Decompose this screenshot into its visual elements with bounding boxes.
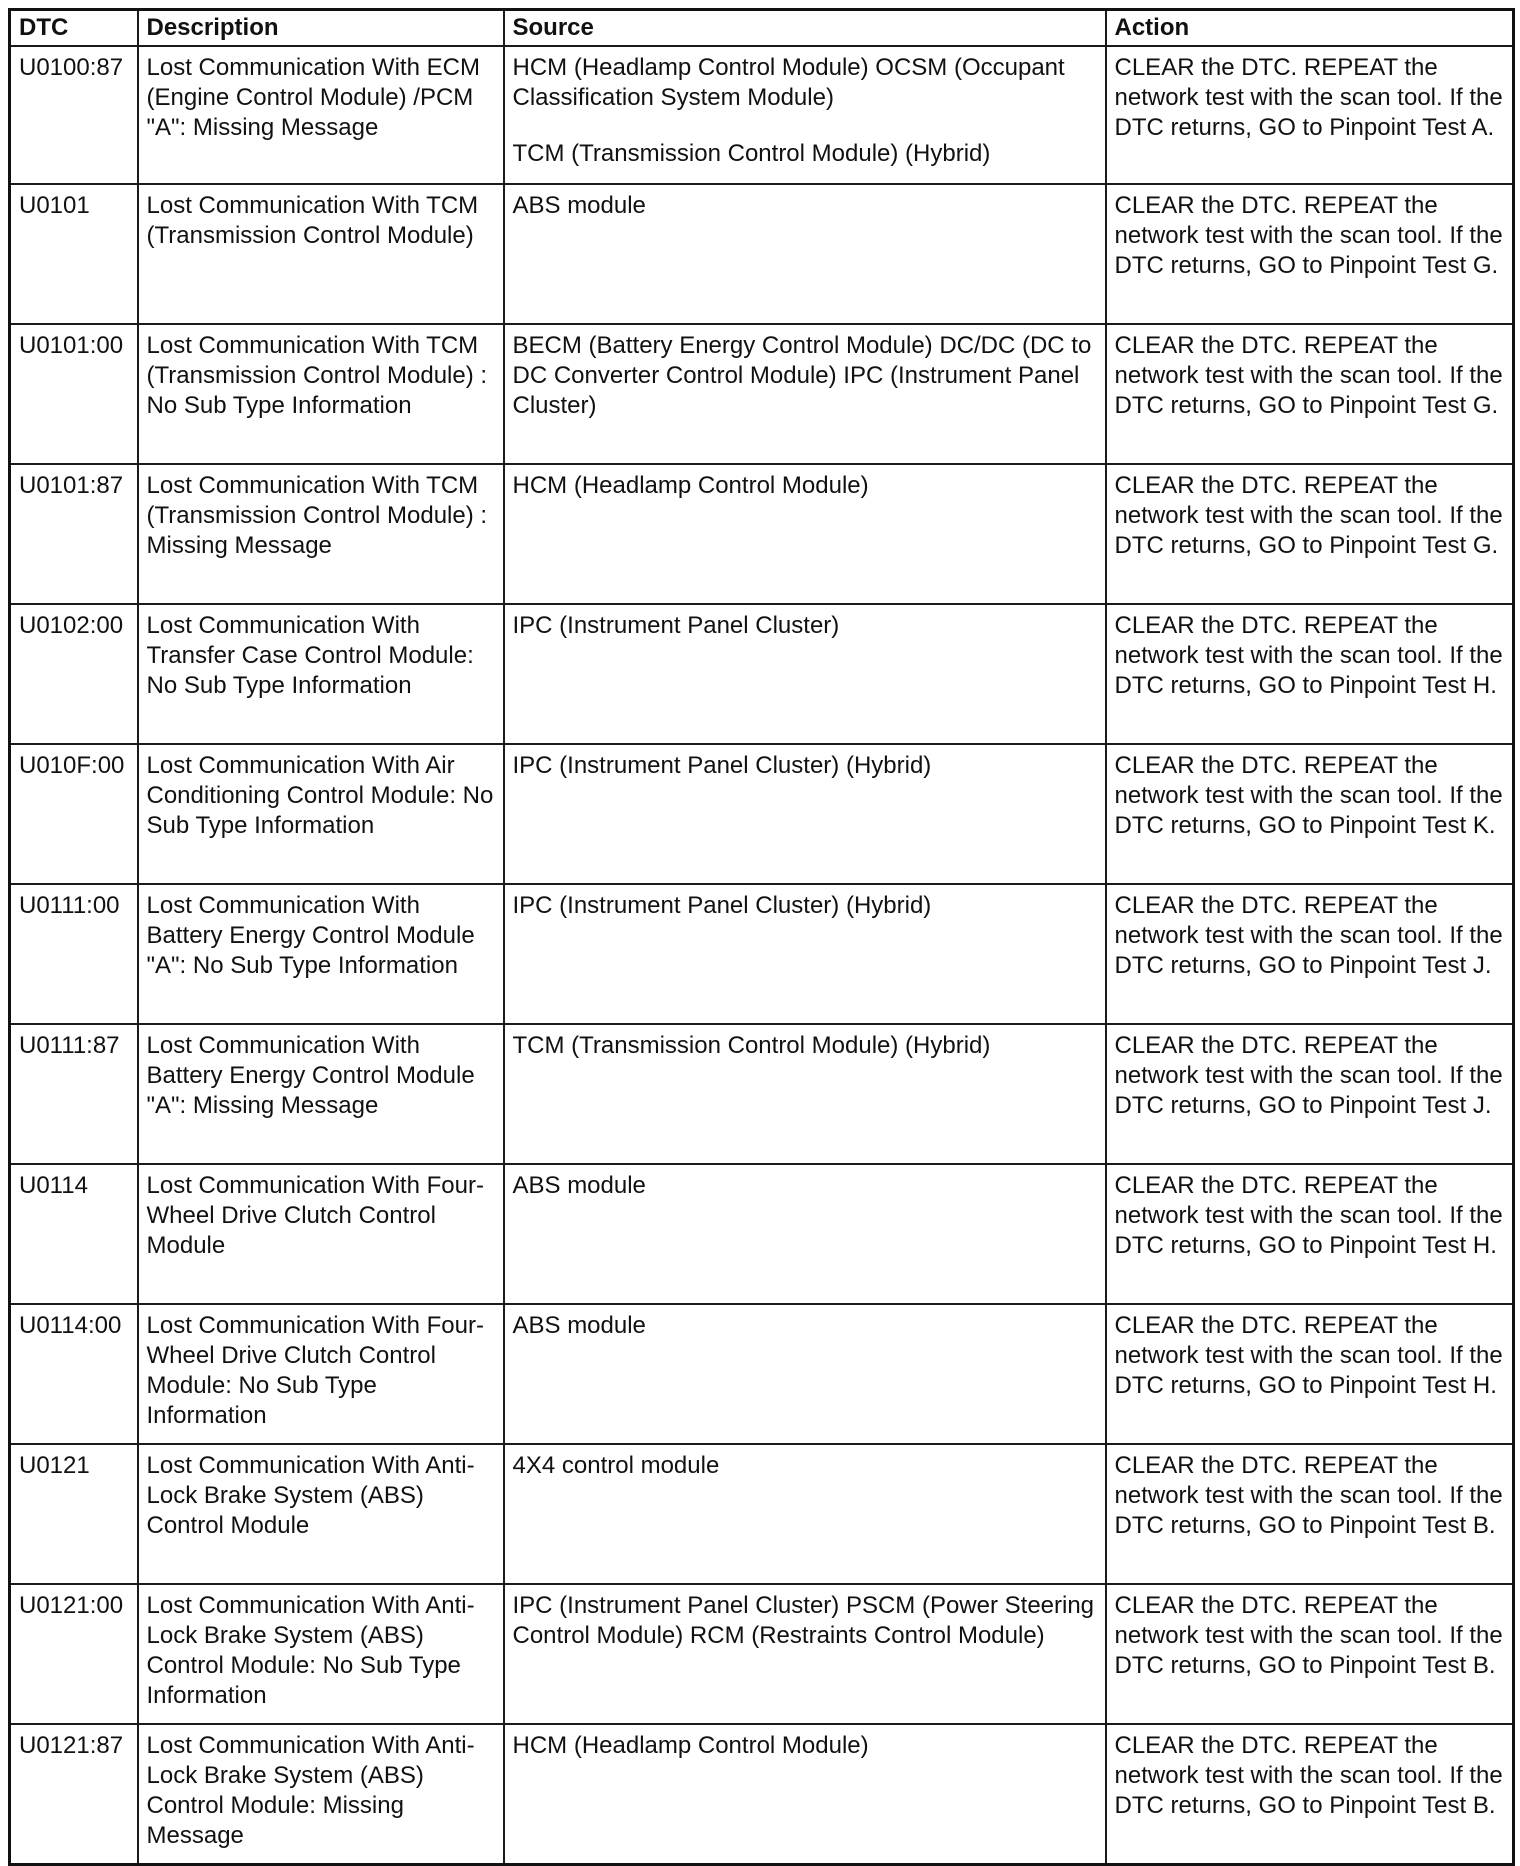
dtc-description: Lost Communication With TCM (Transmission Control Module) : Missing Message <box>138 464 504 604</box>
table-row <box>10 1444 1514 1584</box>
dtc-source: ABS module <box>504 184 1106 324</box>
dtc-action: CLEAR the DTC. REPEAT the network test with the scan tool. If the DTC returns, GO to Pinpoint Test H. <box>1106 604 1514 744</box>
dtc-source-extra: TCM (Transmission Control Module) (Hybrid) <box>512 140 991 167</box>
dtc-action: CLEAR the DTC. REPEAT the network test with the scan tool. If the DTC returns, GO to Pinpoint Test G. <box>1106 464 1514 604</box>
dtc-description: Lost Communication With Battery Energy Control Module "A": No Sub Type Information <box>138 884 504 1024</box>
source-spacer <box>513 113 1097 139</box>
dtc-action: CLEAR the DTC. REPEAT the network test with the scan tool. If the DTC returns, GO to Pinpoint Test H. <box>1106 1164 1514 1304</box>
table-row <box>10 184 1514 324</box>
dtc-code: U0102:00 <box>10 604 138 744</box>
table-header <box>10 10 1514 47</box>
dtc-code: U0111:87 <box>10 1024 138 1164</box>
table-row <box>10 1024 1514 1164</box>
dtc-source: HCM (Headlamp Control Module) <box>504 1724 1106 1865</box>
header-source: Source <box>504 10 1106 47</box>
dtc-action: CLEAR the DTC. REPEAT the network test with the scan tool. If the DTC returns, GO to Pinpoint Test G. <box>1106 184 1514 324</box>
dtc-table <box>8 8 1515 1866</box>
dtc-document <box>8 8 1512 1866</box>
dtc-source: IPC (Instrument Panel Cluster) <box>504 604 1106 744</box>
table-row <box>10 1304 1514 1444</box>
dtc-action: CLEAR the DTC. REPEAT the network test with the scan tool. If the DTC returns, GO to Pinpoint Test H. <box>1106 1304 1514 1444</box>
dtc-code: U0121:87 <box>10 1724 138 1865</box>
dtc-source-text: HCM (Headlamp Control Module) OCSM (Occupant Classification System Module) <box>512 54 1065 111</box>
dtc-source: IPC (Instrument Panel Cluster) PSCM (Power Steering Control Module) RCM (Restraints Control Module) <box>504 1584 1106 1724</box>
dtc-source: IPC (Instrument Panel Cluster) (Hybrid) <box>504 744 1106 884</box>
header-action: Action <box>1106 10 1514 47</box>
dtc-code: U0111:00 <box>10 884 138 1024</box>
dtc-description: Lost Communication With Four-Wheel Drive Clutch Control Module <box>138 1164 504 1304</box>
dtc-action: CLEAR the DTC. REPEAT the network test with the scan tool. If the DTC returns, GO to Pinpoint Test G. <box>1106 324 1514 464</box>
table-row <box>10 1724 1514 1865</box>
dtc-code: U0114 <box>10 1164 138 1304</box>
table-row <box>10 1164 1514 1304</box>
dtc-description: Lost Communication With TCM (Transmission Control Module) : No Sub Type Information <box>138 324 504 464</box>
dtc-description: Lost Communication With Anti-Lock Brake System (ABS) Control Module <box>138 1444 504 1584</box>
header-description: Description <box>138 10 504 47</box>
dtc-code: U0121:00 <box>10 1584 138 1724</box>
dtc-action: CLEAR the DTC. REPEAT the network test with the scan tool. If the DTC returns, GO to Pinpoint Test J. <box>1106 884 1514 1024</box>
dtc-source: HCM (Headlamp Control Module) <box>504 464 1106 604</box>
dtc-source: IPC (Instrument Panel Cluster) (Hybrid) <box>504 884 1106 1024</box>
dtc-description: Lost Communication With Four-Wheel Drive Clutch Control Module: No Sub Type Information <box>138 1304 504 1444</box>
dtc-action: CLEAR the DTC. REPEAT the network test with the scan tool. If the DTC returns, GO to Pinpoint Test B. <box>1106 1584 1514 1724</box>
dtc-code: U0121 <box>10 1444 138 1584</box>
table-row <box>10 324 1514 464</box>
dtc-source: BECM (Battery Energy Control Module) DC/DC (DC to DC Converter Control Module) IPC (Instrument Panel Cluster) <box>504 324 1106 464</box>
header-row <box>10 10 1514 47</box>
table-row <box>10 464 1514 604</box>
dtc-description: Lost Communication With Transfer Case Control Module: No Sub Type Information <box>138 604 504 744</box>
dtc-description: Lost Communication With TCM (Transmission Control Module) <box>138 184 504 324</box>
dtc-description: Lost Communication With Battery Energy Control Module "A": Missing Message <box>138 1024 504 1164</box>
dtc-description: Lost Communication With Anti-Lock Brake System (ABS) Control Module: No Sub Type Information <box>138 1584 504 1724</box>
dtc-action: CLEAR the DTC. REPEAT the network test with the scan tool. If the DTC returns, GO to Pinpoint Test A. <box>1106 46 1514 184</box>
dtc-code: U0114:00 <box>10 1304 138 1444</box>
dtc-source: TCM (Transmission Control Module) (Hybrid) <box>504 1024 1106 1164</box>
dtc-source: ABS module <box>504 1164 1106 1304</box>
dtc-source <box>504 46 1106 184</box>
dtc-code: U0101:87 <box>10 464 138 604</box>
dtc-code: U010F:00 <box>10 744 138 884</box>
dtc-code: U0100:87 <box>10 46 138 184</box>
table-row <box>10 604 1514 744</box>
dtc-action: CLEAR the DTC. REPEAT the network test with the scan tool. If the DTC returns, GO to Pinpoint Test K. <box>1106 744 1514 884</box>
dtc-source: ABS module <box>504 1304 1106 1444</box>
table-row <box>10 46 1514 184</box>
dtc-code: U0101:00 <box>10 324 138 464</box>
dtc-action: CLEAR the DTC. REPEAT the network test with the scan tool. If the DTC returns, GO to Pinpoint Test B. <box>1106 1444 1514 1584</box>
dtc-source: 4X4 control module <box>504 1444 1106 1584</box>
table-body <box>10 46 1514 1865</box>
table-row <box>10 1584 1514 1724</box>
dtc-description: Lost Communication With Air Conditioning Control Module: No Sub Type Information <box>138 744 504 884</box>
dtc-code: U0101 <box>10 184 138 324</box>
dtc-description: Lost Communication With ECM (Engine Control Module) /PCM "A": Missing Message <box>138 46 504 184</box>
dtc-description: Lost Communication With Anti-Lock Brake System (ABS) Control Module: Missing Message <box>138 1724 504 1865</box>
table-row <box>10 884 1514 1024</box>
table-row <box>10 744 1514 884</box>
dtc-action: CLEAR the DTC. REPEAT the network test with the scan tool. If the DTC returns, GO to Pinpoint Test B. <box>1106 1724 1514 1865</box>
dtc-action: CLEAR the DTC. REPEAT the network test with the scan tool. If the DTC returns, GO to Pinpoint Test J. <box>1106 1024 1514 1164</box>
header-dtc: DTC <box>10 10 138 47</box>
